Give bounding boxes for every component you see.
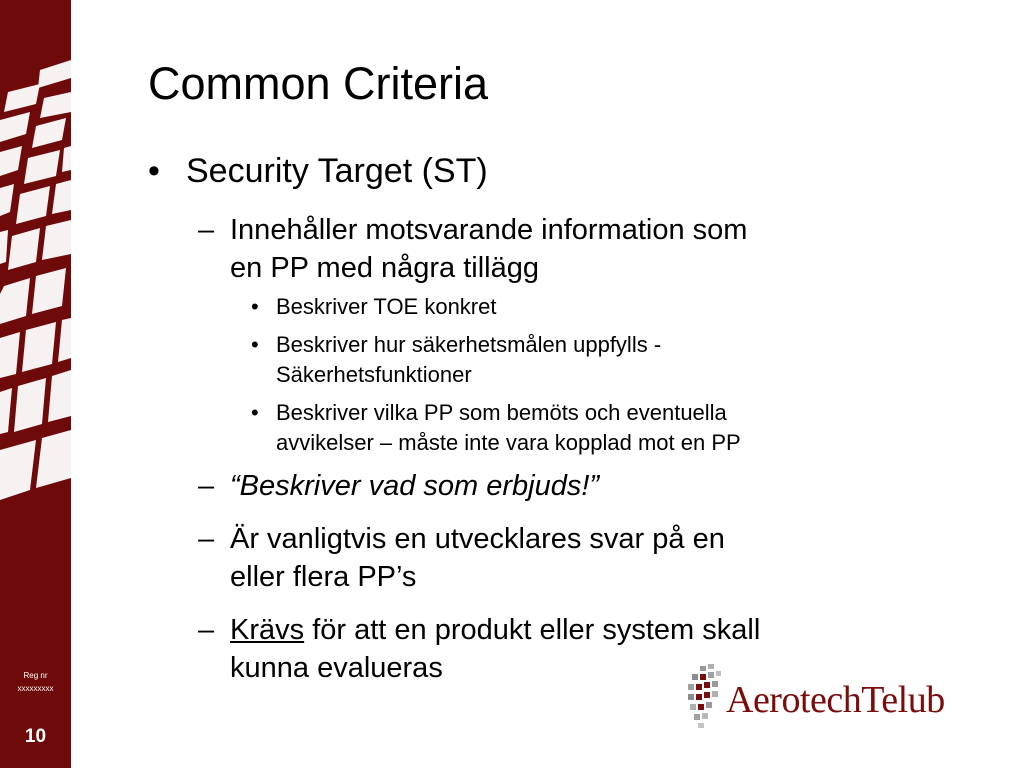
sub3-line1: Är vanligtvis en utvecklares svar på en	[230, 523, 725, 555]
logo-mark-icon	[686, 662, 728, 732]
sub-sub-2-line2: Säkerhetsfunktioner	[276, 362, 472, 387]
slide-title: Common Criteria	[148, 58, 489, 109]
reg-label: Reg nr	[23, 671, 48, 680]
company-logo	[686, 662, 986, 732]
sub-sub-1: Beskriver TOE konkret	[276, 294, 497, 319]
sub4-rest: för att en produkt eller system skall	[304, 614, 761, 646]
sub-sub-2-line1: Beskriver hur säkerhetsmålen uppfylls -	[276, 332, 662, 357]
dash-marker: –	[198, 523, 215, 555]
slide-number: 10	[24, 726, 47, 747]
sub4-line1	[230, 611, 760, 649]
sub-sub-3-line2: avvikelser – måste inte vara kopplad mot en PP	[276, 430, 741, 455]
sub4-underlined: Krävs	[230, 614, 305, 646]
dash-marker: –	[198, 614, 215, 646]
sub4-line2: kunna evalueras	[230, 652, 443, 684]
sub2: “Beskriver vad som erbjuds!”	[230, 470, 600, 502]
dash-marker: –	[198, 214, 215, 246]
bullet-main: Security Target (ST)	[186, 152, 488, 190]
dash-marker: –	[198, 470, 215, 502]
sub-bullet-marker: •	[251, 332, 259, 357]
logo-text: AerotechTelub	[726, 679, 945, 721]
bullet-marker: •	[148, 152, 160, 190]
sub-bullet-marker: •	[251, 400, 259, 425]
sub3-line2: eller flera PP’s	[230, 561, 417, 593]
sub1-line1: Innehåller motsvarande information som	[230, 214, 748, 246]
reg-code: xxxxxxxxx	[17, 684, 54, 693]
sub-bullet-marker: •	[251, 294, 259, 319]
sub1-line2: en PP med några tillägg	[230, 252, 540, 284]
sub-sub-3-line1: Beskriver vilka PP som bemöts och eventuella	[276, 400, 727, 425]
